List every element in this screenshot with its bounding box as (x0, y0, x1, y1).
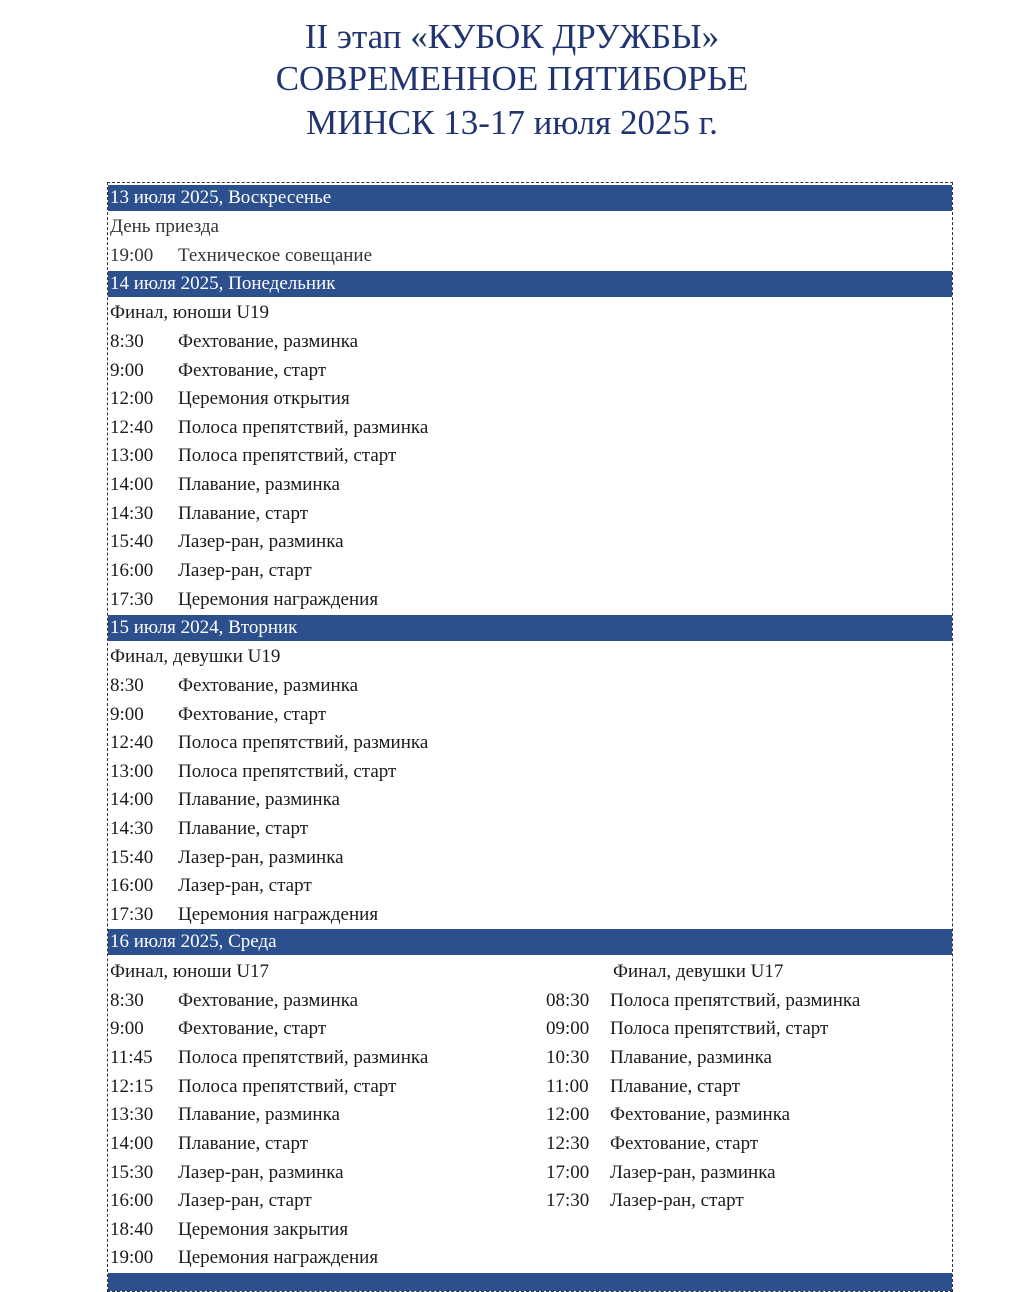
event-row (108, 672, 952, 701)
event-activity: Полоса препятствий, разминка (178, 1047, 429, 1068)
event-row (108, 729, 952, 758)
event-row (108, 442, 952, 471)
event-row (108, 557, 952, 586)
event-time: 12:40 (110, 417, 154, 438)
event-row (108, 844, 952, 873)
event-activity: Фехтование, старт (178, 360, 327, 381)
event-time: 19:00 (110, 1247, 154, 1268)
event-time: 14:30 (110, 503, 154, 524)
event-row (108, 357, 952, 386)
event-time: 15:30 (110, 1162, 154, 1183)
event-time: 18:40 (110, 1219, 154, 1240)
event-activity-right: Лазер-ран, старт (610, 1190, 744, 1211)
event-time: 13:00 (110, 761, 154, 782)
event-activity: Лазер-ран, старт (178, 560, 312, 581)
event-row (108, 786, 952, 815)
event-activity: Фехтование, разминка (178, 990, 359, 1011)
event-time: 12:40 (110, 732, 154, 753)
event-time: 15:40 (110, 847, 154, 868)
day-header (108, 929, 952, 955)
day-header-partial (108, 1273, 952, 1292)
event-activity: Плавание, старт (178, 818, 309, 839)
event-time-right: 09:00 (546, 1018, 590, 1039)
day-header (108, 271, 952, 297)
event-time: 11:45 (110, 1047, 153, 1068)
event-time: 12:15 (110, 1076, 154, 1097)
event-time: 16:00 (110, 1190, 154, 1211)
event-row (108, 815, 952, 844)
event-activity: Церемония награждения (178, 1247, 379, 1268)
event-time-right: 10:30 (546, 1047, 590, 1068)
event-row (108, 1044, 952, 1073)
day-header (108, 615, 952, 641)
event-activity-right: Полоса препятствий, старт (610, 1018, 829, 1039)
event-row (108, 414, 952, 443)
event-activity: Полоса препятствий, старт (178, 761, 397, 782)
event-activity: Плавание, старт (178, 503, 309, 524)
event-row (108, 385, 952, 414)
event-activity: Плавание, старт (178, 1133, 309, 1154)
event-time-right: 17:00 (546, 1162, 590, 1183)
event-activity: Техническое совещание (178, 245, 373, 266)
title-line-3: МИНСК 13-17 июля 2025 г. (306, 103, 718, 142)
event-time-right: 12:30 (546, 1133, 590, 1154)
event-activity-right: Фехтование, разминка (610, 1104, 791, 1125)
event-time: 17:30 (110, 904, 154, 925)
day-header (108, 185, 952, 211)
event-time: 8:30 (110, 675, 144, 696)
event-row (108, 701, 952, 730)
event-time: 14:00 (110, 789, 154, 810)
group-title: Финал, юноши U17 (110, 961, 270, 982)
event-time: 16:00 (110, 560, 154, 581)
group-title: Финал, юноши U19 (110, 302, 270, 323)
event-activity: Полоса препятствий, старт (178, 445, 397, 466)
group-row (108, 958, 952, 987)
event-row (108, 758, 952, 787)
event-activity: Лазер-ран, разминка (178, 531, 344, 552)
event-activity: Лазер-ран, разминка (178, 1162, 344, 1183)
schedule-table (107, 182, 953, 1292)
event-time: 14:00 (110, 1133, 154, 1154)
event-row (108, 1015, 952, 1044)
day-date: 13 июля 2025, Воскресенье (110, 187, 332, 208)
event-activity: Церемония награждения (178, 904, 379, 925)
event-activity-right: Полоса препятствий, разминка (610, 990, 861, 1011)
event-row (108, 1244, 952, 1273)
event-row (108, 1130, 952, 1159)
event-activity: Плавание, разминка (178, 789, 340, 810)
event-row (108, 500, 952, 529)
event-row (108, 872, 952, 901)
day-note: День приезда (110, 216, 219, 237)
event-time: 12:00 (110, 388, 154, 409)
event-row (108, 242, 952, 271)
event-activity: Фехтование, старт (178, 704, 327, 725)
event-row (108, 1187, 952, 1216)
event-activity: Полоса препятствий, разминка (178, 732, 429, 753)
day-date: 14 июля 2025, Понедельник (110, 273, 336, 294)
event-row (108, 901, 952, 930)
group-row (108, 643, 952, 672)
event-time-right: 11:00 (546, 1076, 589, 1097)
event-activity: Полоса препятствий, разминка (178, 417, 429, 438)
event-activity: Лазер-ран, старт (178, 875, 312, 896)
event-activity: Полоса препятствий, старт (178, 1076, 397, 1097)
event-activity: Фехтование, старт (178, 1018, 327, 1039)
event-row (108, 586, 952, 615)
event-activity-right: Лазер-ран, разминка (610, 1162, 776, 1183)
event-activity: Церемония закрытия (178, 1219, 349, 1240)
event-row (108, 1101, 952, 1130)
event-time: 13:00 (110, 445, 154, 466)
event-row (108, 987, 952, 1016)
event-time: 8:30 (110, 990, 144, 1011)
group-title: Финал, девушки U19 (110, 646, 281, 667)
event-time-right: 17:30 (546, 1190, 590, 1211)
event-activity-right: Фехтование, старт (610, 1133, 759, 1154)
event-time: 9:00 (110, 704, 144, 725)
event-time: 15:40 (110, 531, 154, 552)
event-time: 9:00 (110, 1018, 144, 1039)
event-time-right: 12:00 (546, 1104, 590, 1125)
event-time: 19:00 (110, 245, 154, 266)
day-date: 16 июля 2025, Среда (110, 931, 277, 952)
event-activity: Фехтование, разминка (178, 331, 359, 352)
event-time: 13:30 (110, 1104, 154, 1125)
event-activity: Фехтование, разминка (178, 675, 359, 696)
group-row (108, 299, 952, 328)
event-activity: Лазер-ран, старт (178, 1190, 312, 1211)
event-time: 17:30 (110, 589, 154, 610)
event-row (108, 528, 952, 557)
event-activity: Лазер-ран, разминка (178, 847, 344, 868)
event-time: 8:30 (110, 331, 144, 352)
event-activity: Церемония открытия (178, 388, 350, 409)
event-activity: Плавание, разминка (178, 1104, 340, 1125)
event-time: 16:00 (110, 875, 154, 896)
event-row (108, 1159, 952, 1188)
day-note-row (108, 213, 952, 242)
event-time: 14:30 (110, 818, 154, 839)
event-row (108, 328, 952, 357)
event-activity: Церемония награждения (178, 589, 379, 610)
title-line-2: СОВРЕМЕННОЕ ПЯТИБОРЬЕ (275, 59, 749, 98)
group-title-right: Финал, девушки U17 (613, 961, 784, 982)
event-row (108, 1073, 952, 1102)
event-row (108, 1216, 952, 1245)
event-activity-right: Плавание, разминка (610, 1047, 772, 1068)
event-row (108, 471, 952, 500)
event-activity-right: Плавание, старт (610, 1076, 741, 1097)
title-line-1: II этап «КУБОК ДРУЖБЫ» (304, 17, 720, 56)
event-time: 9:00 (110, 360, 144, 381)
day-date: 15 июля 2024, Вторник (110, 617, 298, 638)
event-time: 14:00 (110, 474, 154, 495)
event-time-right: 08:30 (546, 990, 590, 1011)
event-activity: Плавание, разминка (178, 474, 340, 495)
